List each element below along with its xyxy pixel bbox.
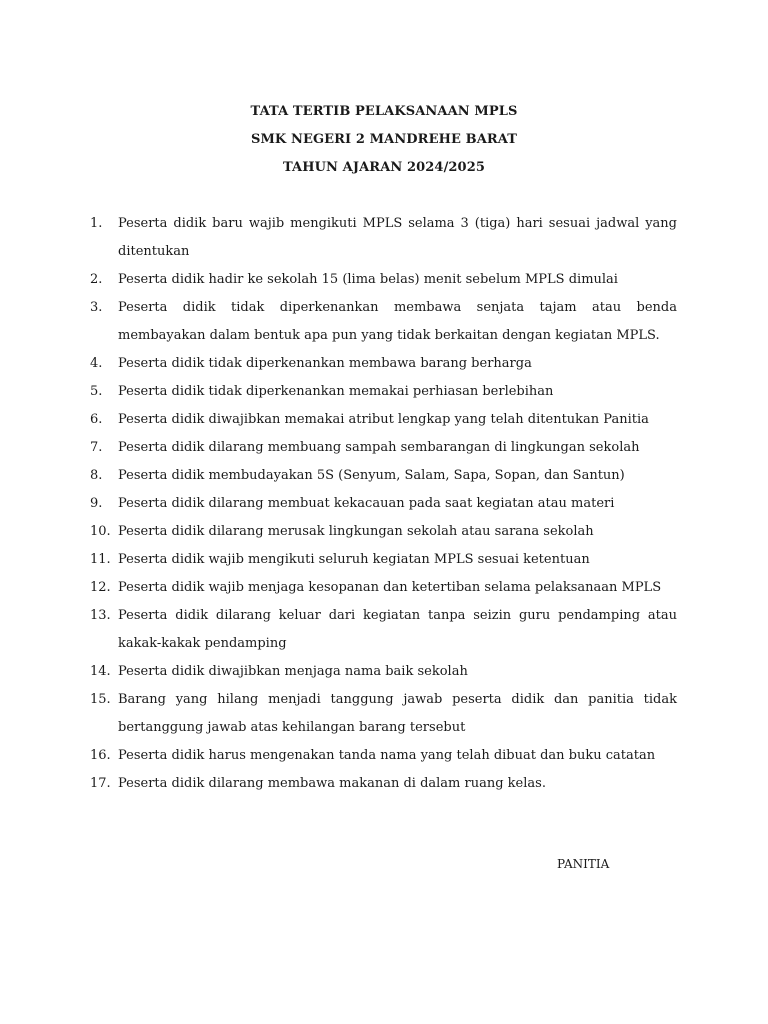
rule-text: Peserta didik tidak diperkenankan memakai perhiasan berlebihan: [118, 384, 554, 399]
rule-item: [90, 266, 677, 294]
rule-number: 16.: [90, 748, 111, 763]
rule-text: Peserta didik tidak diperkenankan membawa barang berharga: [118, 356, 532, 371]
rule-item: [90, 546, 677, 574]
rule-text: Peserta didik diwajibkan memakai atribut lengkap yang telah ditentukan Panitia: [118, 412, 649, 427]
rule-item: [90, 294, 677, 350]
rule-text: Peserta didik dilarang merusak lingkungan sekolah atau sarana sekolah: [118, 524, 594, 539]
rule-text: Peserta didik diwajibkan menjaga nama baik sekolah: [118, 664, 468, 679]
rule-text: Peserta didik wajib mengikuti seluruh kegiatan MPLS sesuai ketentuan: [118, 552, 590, 567]
rule-item: [90, 658, 677, 686]
rule-number: 5.: [90, 384, 103, 399]
rule-text: Peserta didik membudayakan 5S (Senyum, Salam, Sapa, Sopan, dan Santun): [118, 468, 625, 483]
rule-number: 3.: [90, 300, 103, 315]
rule-number: 12.: [90, 580, 111, 595]
rule-item: [90, 574, 677, 602]
rule-number: 7.: [90, 440, 103, 455]
rule-item: [90, 406, 677, 434]
rule-item: [90, 770, 677, 798]
rule-text: Peserta didik dilarang membuat kekacauan pada saat kegiatan atau materi: [118, 496, 615, 511]
rule-number: 6.: [90, 412, 103, 427]
document-title: TATA TERTIB PELAKSANAAN MPLS: [250, 104, 518, 119]
rule-text: Peserta didik dilarang membuang sampah sembarangan di lingkungan sekolah: [118, 440, 640, 455]
rule-item: [90, 742, 677, 770]
rule-text: Peserta didik baru wajib mengikuti MPLS selama 3 (tiga) hari sesuai jadwal yang ditentukan: [118, 216, 677, 259]
rule-number: 17.: [90, 776, 111, 791]
rule-item: [90, 490, 677, 518]
rule-text: Peserta didik wajib menjaga kesopanan dan ketertiban selama pelaksanaan MPLS: [118, 580, 662, 595]
rules-list: [90, 210, 677, 798]
academic-year: TAHUN AJARAN 2024/2025: [282, 160, 485, 175]
rule-text: Barang yang hilang menjadi tanggung jawab peserta didik dan panitia tidak bertanggung jawab atas kehilangan barang tersebut: [118, 692, 677, 735]
rule-number: 8.: [90, 468, 103, 483]
rule-item: [90, 350, 677, 378]
rule-number: 10.: [90, 524, 111, 539]
rule-number: 2.: [90, 272, 103, 287]
rule-text: Peserta didik hadir ke sekolah 15 (lima belas) menit sebelum MPLS dimulai: [118, 272, 618, 287]
rule-number: 9.: [90, 496, 103, 511]
rule-item: [90, 434, 677, 462]
rule-number: 14.: [90, 664, 111, 679]
rule-item: [90, 518, 677, 546]
rule-item: [90, 210, 677, 266]
rule-number: 13.: [90, 608, 111, 623]
signature-label: PANITIA: [557, 857, 610, 871]
rule-text: Peserta didik dilarang membawa makanan di dalam ruang kelas.: [118, 776, 546, 791]
rule-item: [90, 686, 677, 742]
rule-item: [90, 462, 677, 490]
rule-number: 1.: [90, 216, 103, 231]
rule-item: [90, 378, 677, 406]
rule-number: 11.: [90, 552, 111, 567]
rule-item: [90, 602, 677, 658]
rule-number: 15.: [90, 692, 111, 707]
rule-text: Peserta didik dilarang keluar dari kegiatan tanpa seizin guru pendamping atau kakak-kakak pendamping: [118, 608, 677, 651]
rule-text: Peserta didik tidak diperkenankan membawa senjata tajam atau benda membayakan dalam bentuk apa pun yang tidak berkaitan dengan kegiatan MPLS.: [118, 300, 677, 343]
rule-text: Peserta didik harus mengenakan tanda nama yang telah dibuat dan buku catatan: [118, 748, 656, 763]
school-name: SMK NEGERI 2 MANDREHE BARAT: [250, 132, 518, 147]
rule-number: 4.: [90, 356, 103, 371]
